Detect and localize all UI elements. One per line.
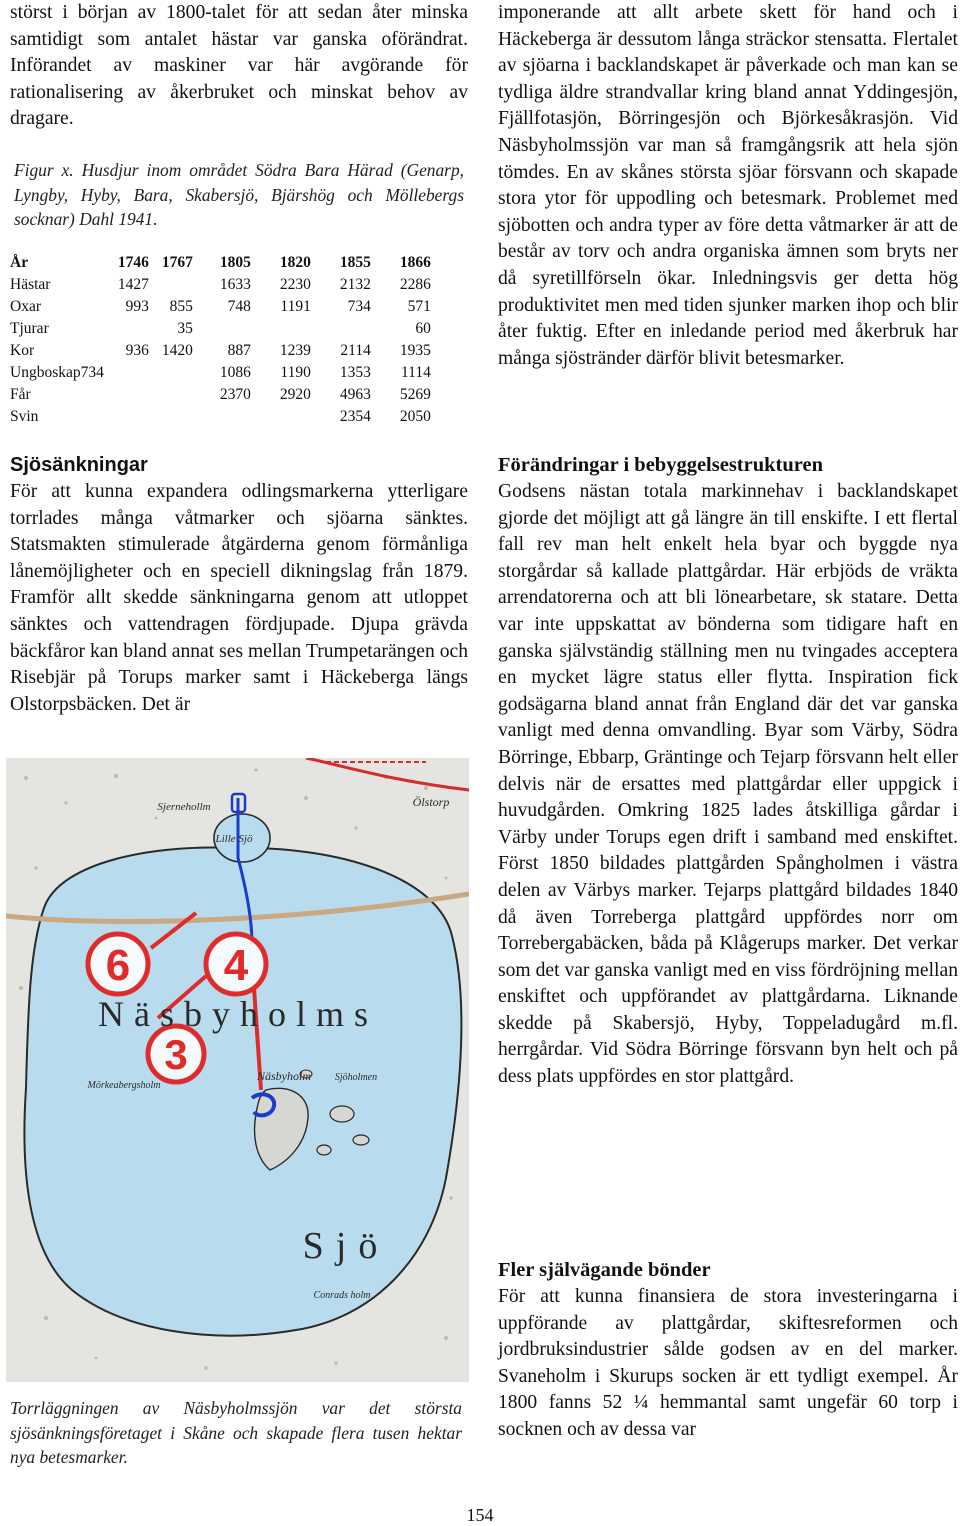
section-sjalvagande-bonder	[498, 1257, 958, 1444]
table-cell	[193, 406, 251, 428]
table-cell: 993	[125, 298, 149, 315]
marker-4-label: 4	[223, 941, 249, 990]
table-row	[10, 362, 431, 384]
table-cell	[251, 318, 311, 340]
marker-6-label: 6	[105, 941, 131, 990]
table-row	[10, 318, 431, 340]
table-cell: 1086	[219, 364, 251, 381]
table-cell: 1633	[219, 276, 251, 293]
table-cell: 748	[227, 298, 251, 315]
row-label: Hästar	[10, 276, 51, 293]
island-1	[330, 1106, 354, 1122]
table-cell	[149, 274, 193, 296]
table-cell	[104, 362, 149, 384]
table-header-label: År	[10, 254, 29, 271]
section-bebyggelsestrukturen	[498, 452, 958, 1091]
table-cell: 1935	[399, 342, 431, 359]
year-header: 1767	[161, 254, 193, 271]
table-cell	[149, 362, 193, 384]
row-label: Oxar	[10, 298, 41, 315]
place-sjernehollm: Sjernehollm	[157, 801, 211, 813]
table-cell: 887	[227, 342, 251, 359]
table-cell	[104, 406, 149, 428]
section-heading: Fler självägande bönder	[498, 1259, 711, 1281]
left-column	[10, 0, 468, 133]
marker-3-label: 3	[164, 1031, 188, 1078]
lake-map	[6, 758, 469, 1382]
place-nasbyholm: Näsbyholm	[257, 1069, 311, 1083]
place-conrads-holm: Conrads holm	[313, 1290, 371, 1301]
table-cell	[104, 318, 149, 340]
table-cell: 1191	[280, 298, 311, 315]
right-intro-paragraph: imponerande att allt arbete skett för hand och i Häckeberga är dessutom långa sträckor stensatta. Flertalet av sjöarna i backlandskapet är påverkade och man kan se tydliga äldre strandvallar kring bland annat Yddingesjön, Fjällfotasjön, Börringesjön och Björkesåkrasjön. Vid Näsbyholmssjön var man så framgångsrik att hela sjön tömdes. En av skånes största sjöar försvann och skapade stora ytor för uppodling och betesmark. Problemet med sjöbotten och andra typer av före detta våtmarker är att de består av torv och andra organiska ämnen som bryts ner då syretillförseln ökar. Inledningsvis ger detta hög produktivitet men med tiden sjunker marken ihop och blir åter fuktig. Efter en inledande period med åkerbruk har många sjöstränder därför blivit betesmarker.	[498, 2, 958, 369]
table-cell: 2230	[279, 276, 311, 293]
section-heading: Sjösänkningar	[10, 454, 148, 476]
island-2	[353, 1135, 369, 1145]
row-label: Kor	[10, 342, 35, 359]
table-cell: 60	[415, 320, 431, 337]
section-paragraph: För att kunna expandera odlingsmarkerna ytterligare torrlades många våtmarker och sjöarna sänktes. Statsmakten stimulerade åtgärderna genom förmånliga lånemöjligheter och en speciell dikningslag från 1879. Framför allt skedde sänkningarna genom att utloppet sänktes och vattendragen fördjupade. Djupa grävda bäckfåror kan bland annat ses mellan Trumpetarängen och Risebjär på Torups marker samt i Häckeberga längs Olstorpsbäcken. Det är	[10, 481, 468, 715]
section-heading: Förändringar i bebyggelsestrukturen	[498, 454, 823, 476]
map-caption: Torrläggningen av Näsbyholmssjön var det största sjösänkningsföretaget i Skåne och skapade flera tusen hektar nya betesmarker.	[10, 1398, 462, 1467]
table-cell: 2132	[339, 276, 371, 293]
table-row	[10, 384, 431, 406]
table-cell: 855	[169, 298, 193, 315]
table-header-row	[10, 252, 431, 274]
table-cell: 2354	[339, 408, 371, 425]
table-cell: 4963	[339, 386, 371, 403]
table-cell: 571	[407, 298, 431, 315]
row-label: Ungboskap734	[10, 364, 104, 381]
year-header: 1746	[117, 254, 149, 271]
livestock-table	[10, 252, 431, 428]
year-header: 1866	[399, 254, 431, 271]
year-header: 1820	[279, 254, 311, 271]
table-cell	[311, 318, 371, 340]
table-cell: 2286	[399, 276, 431, 293]
section-paragraph: Godsens nästan totala markinnehav i backlandskapet gjorde det möjligt att gå längre än till enskifte. I ett flertal fall rev man helt enkelt hela byar och byggde nya storgårdar så kallade plattgårdar. Här erbjöds de vräkta arrendatorerna och att bli lönearbetare, sk statare. Detta var inte uppskattat av bönderna som tidigare haft en ganska självständig ställning men nu tvingades acceptera en mycket lägre status eller flytta. Inspiration fick godsägarna bland annat från England där det var ganska vanligt med denna omvandling. Byar som Värby, Södra Börringe, Ebbarp, Gräntinge och Tejarp försvann helt eller delvis när de ersattes med plattgårdar eller uppgick i huvudgården. Omkring 1825 lades åtskilliga gårdar i Värby under Torups egen drift i samband med enskiftet. Först 1850 bildades plattgården Spångholmen i västra delen av Värbys marker. Tejarps plattgård bildades 1840 då även Torreberga plattgård uppfördes norr om Torrebergabäcken, båda på Klågerups marker. Det verkar som det var ganska vanligt med en viss fördröjning mellan enskiftet och uppförandet av plattgårdarna. Liknande skedde på Skabersjö, Hyby, Toppeladugård m.fl. herrgårdar. Vid Södra Börringe försvann byn helt och på dess plats uppfördes en stor plattgård.	[498, 481, 958, 1088]
table-cell: 35	[177, 320, 193, 337]
right-intro	[498, 0, 958, 372]
table-cell	[149, 384, 193, 406]
table-cell: 2920	[279, 386, 311, 403]
row-label: Svin	[10, 408, 39, 425]
table-cell: 1420	[161, 342, 193, 359]
table-cell	[149, 406, 193, 428]
table-row	[10, 406, 431, 428]
lake-name-label: Näsbyholms	[98, 994, 378, 1034]
table-row	[10, 340, 431, 362]
row-label: Tjurar	[10, 320, 49, 337]
page-number: 154	[466, 1505, 494, 1525]
place-sjoholmen: Sjöholmen	[334, 1072, 378, 1083]
table-cell: 1353	[339, 364, 371, 381]
section-sjosankningar	[10, 452, 468, 718]
table-cell: 2050	[399, 408, 431, 425]
place-lille-sjo: Lille Sjö	[215, 833, 253, 845]
table-cell	[104, 384, 149, 406]
table-row	[10, 274, 431, 296]
table-cell: 1190	[280, 364, 311, 381]
year-header: 1855	[339, 254, 371, 271]
table-row	[10, 296, 431, 318]
table-cell: 5269	[399, 386, 431, 403]
table-cell: 1427	[117, 276, 149, 293]
row-label: Får	[10, 386, 31, 403]
island-3	[317, 1145, 331, 1155]
table-cell	[251, 406, 311, 428]
place-morkeabergsholm: Mörkeabergsholm	[87, 1080, 161, 1091]
table-cell: 2370	[219, 386, 251, 403]
table-cell: 2114	[340, 342, 371, 359]
table-cell: 734	[347, 298, 371, 315]
table-cell: 936	[125, 342, 149, 359]
section-paragraph: För att kunna finansiera de stora investeringarna i uppförande av plattgårdar, skiftesreformen och jordbruksindustrier sålde godsen av en del marker. Svaneholm i Skurups socken är ett tydligt exempel. År 1800 fanns 52 ¼ hemmantal samt ungefär 60 torp i socknen och av dessa var	[498, 1286, 958, 1440]
table-cell: 1239	[279, 342, 311, 359]
figure-caption: Figur x. Husdjur inom området Södra Bara Härad (Genarp, Lyngby, Hyby, Bara, Skabersjö, Bjärshög och Möllebergs socknar) Dahl 1941.	[14, 160, 464, 229]
year-header: 1805	[219, 254, 251, 271]
sjo-label: Sjö	[302, 1225, 390, 1267]
lake-map-graphic	[6, 758, 469, 1382]
table-cell: 1114	[401, 364, 431, 381]
left-intro-paragraph: störst i början av 1800-talet för att sedan åter minska samtidigt som antalet hästar var ganska oförändrat. Införandet av maskiner var här avgörande för rationalisering av åkerbruket och minskat behov av dragare.	[10, 2, 468, 130]
table-cell	[193, 318, 251, 340]
place-olstorp: Ölstorp	[412, 795, 450, 809]
